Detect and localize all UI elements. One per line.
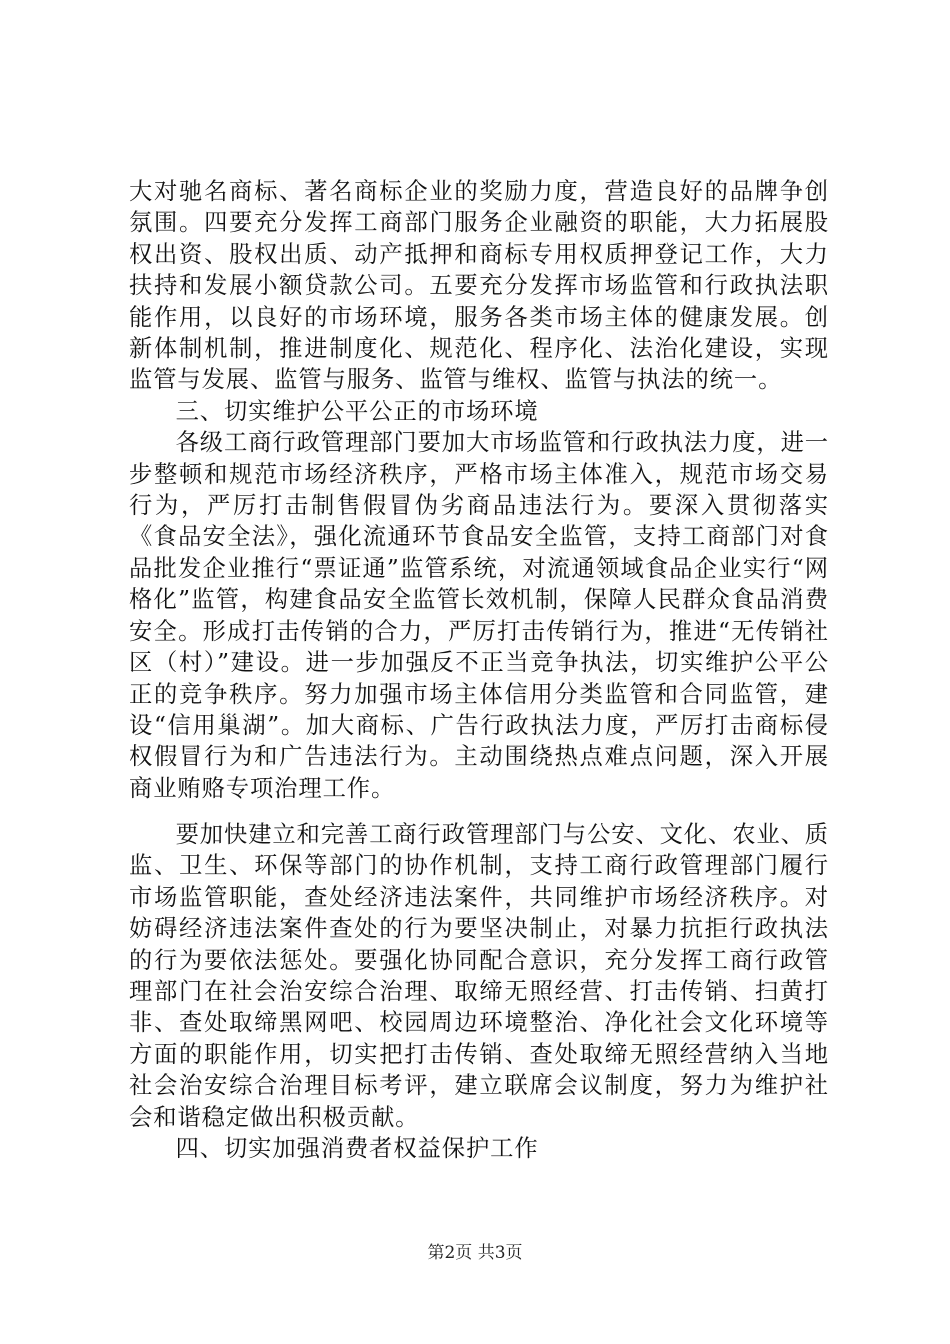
page-footer [0, 1243, 950, 1263]
section-4-heading: 四、切实加强消费者权益保护工作 [175, 1135, 539, 1163]
text-block-upper [129, 176, 829, 804]
section-3-heading: 三、切实维护公平公正的市场环境 [175, 397, 539, 425]
page-number-label: 第2页 共3页 [427, 1243, 523, 1263]
section-3-paragraph-2: 要加快建立和完善工商行政管理部门与公安、文化、农业、质监、卫生、环保等部门的协作机制，支持工商行政管理部门履行市场监管职能，查处经济违法案件，共同维护市场经济秩序。对妨碍经济违法案件查处的行为要坚决制止，对暴力抗拒行政执法的行为要依法惩处。要强化协同配合意识，充分发挥工商行政管理部门在社会治安综合治理、取缔无照经营、打击传销、扫黄打非、查处取缔黑网吧、校园周边环境整治、净化社会文化环境等方面的职能作用，切实把打击传销、查处取缔无照经营纳入当地社会治安综合治理目标考评，建立联席会议制度，努力为维护社会和谐稳定做出积极贡献。 [129, 821, 829, 1131]
section-3-paragraph-1: 各级工商行政管理部门要加大市场监管和行政执法力度，进一步整顿和规范市场经济秩序，严格市场主体准入，规范市场交易行为，严厉打击制售假冒伪劣商品违法行为。要深入贯彻落实《食品安全法》，强化流通环节食品安全监管，支持工商部门对食品批发企业推行“票证通”监管系统，对流通领域食品企业实行“网格化”监管，构建食品安全监管长效机制，保障人民群众食品消费安全。形成打击传销的合力，严厉打击传销行为，推进“无传销社区（村）”建设。进一步加强反不正当竞争执法，切实维护公平公正的竞争秩序。努力加强市场主体信用分类监管和合同监管，建设“信用巢湖”。加大商标、广告行政执法力度，严厉打击商标侵权假冒行为和广告违法行为。主动围绕热点难点问题，深入开展商业贿赂专项治理工作。 [129, 429, 829, 802]
text-block-lower [129, 819, 829, 1164]
continued-paragraph: 大对驰名商标、著名商标企业的奖励力度，营造良好的品牌争创氛围。四要充分发挥工商部门服务企业融资的职能，大力拓展股权出资、股权出质、动产抵押和商标专用权质押登记工作，大力扶持和发展小额贷款公司。五要充分发挥市场监管和行政执法职能作用，以良好的市场环境，服务各类市场主体的健康发展。创新体制机制，推进制度化、规范化、程序化、法治化建设，实现监管与发展、监管与服务、监管与维权、监管与执法的统一。 [129, 178, 829, 394]
